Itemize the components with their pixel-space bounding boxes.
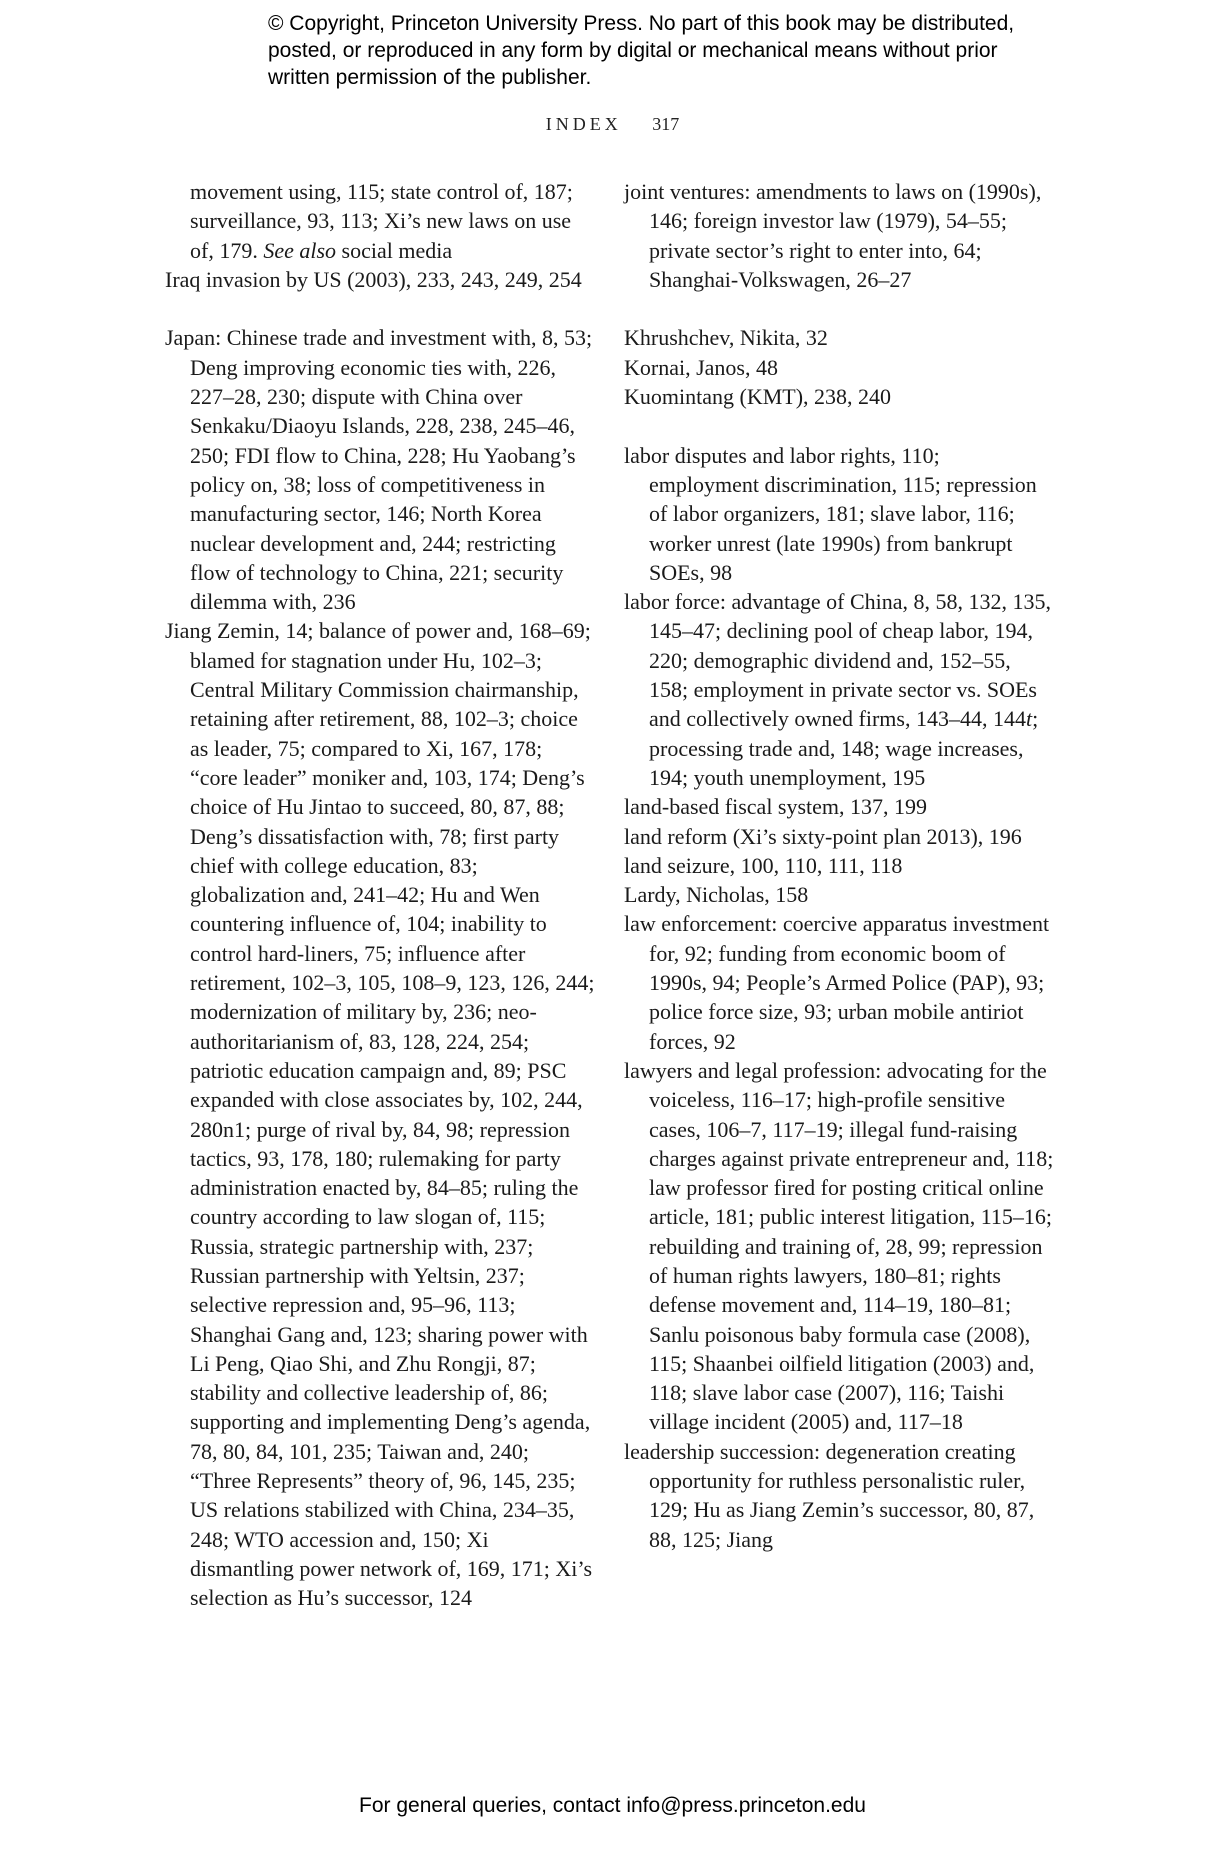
index-entry-land-reform: land reform (Xi’s sixty-point plan 2013), 196 [624,823,1022,849]
index-entry-joint-ventures: joint ventures: amendments to laws on (1990s), 146; foreign investor law (1979), 54–55; private sector’s right to enter into, 64; Shanghai-Volkswagen, 26–27 [624,179,1042,292]
letter-gap [624,411,1054,440]
index-entry-lardy: Lardy, Nicholas, 158 [624,882,809,908]
index-entry-internet-continued: movement using, 115; state control of, 187; surveillance, 93, 113; Xi’s new laws on use of, 179. See also social media [190,179,573,263]
index-entry-khrushchev: Khrushchev, Nikita, 32 [624,325,828,351]
footer-contact: For general queries, contact info@press.princeton.edu [359,1794,866,1817]
running-head [0,114,1225,135]
index-entry-labor-force: labor force: advantage of China, 8, 58, 132, 135, 145–47; declining pool of cheap labor, 194, 220; demographic dividend and, 152–55, 158; employment in private sector vs. SOEs and collectively owned firms, 143–44, 144t; processing trade and, 148; wage increases, 194; youth unemployment, 195 [624,589,1052,790]
page-number: 317 [652,114,680,134]
index-entry-law-enforcement: law enforcement: coercive apparatus investment for, 92; funding from economic boom of 1990s, 94; People’s Armed Police (PAP), 93; police force size, 93; urban mobile antiriot forces, 92 [624,911,1050,1054]
index-entry-kuomintang: Kuomintang (KMT), 238, 240 [624,384,892,410]
index-entry-jiang-zemin: Jiang Zemin, 14; balance of power and, 168–69; blamed for stagnation under Hu, 102–3; Central Military Commission chairmanship, retaining after retirement, 88, 102–3; choice as leader, 75; compared to Xi, 167, 178; “core leader” moniker and, 103, 174; Deng’s choice of Hu Jintao to succeed, 80, 87, 88; Deng’s dissatisfaction with, 78; first party chief with college education, 83; globalization and, 241–42; Hu and Wen countering influence of, 104; inability to control hard-liners, 75; influence after retirement, 102–3, 105, 108–9, 123, 126, 244; modernization of military by, 236; neo-authoritarianism of, 83, 128, 224, 254; patriotic education campaign and, 89; PSC expanded with close associates by, 102, 244, 280n1; purge of rival by, 84, 98; repression tactics, 93, 178, 180; rulemaking for party administration enacted by, 84–85; ruling the country according to law slogan of, 115; Russia, strategic partnership with, 237; Russian partnership with Yeltsin, 237; selective repression and, 95–96, 113; Shanghai Gang and, 123; sharing power with Li Peng, Qiao Shi, and Zhu Rongji, 87; stability and collective leadership of, 86; supporting and implementing Deng’s agenda, 78, 80, 84, 101, 235; Taiwan and, 240; “Three Represents” theory of, 96, 145, 235; US relations stabilized with China, 234–35, 248; WTO accession and, 150; Xi dismantling power network of, 169, 171; Xi’s selection as Hu’s successor, 124 [165,618,595,1611]
index-column-right [624,177,1054,1554]
index-entry-land-fiscal: land-based fiscal system, 137, 199 [624,794,928,820]
index-entry-land-seizure: land seizure, 100, 110, 111, 118 [624,852,903,878]
index-entry-iraq: Iraq invasion by US (2003), 233, 243, 249, 254 [165,266,582,292]
index-entry-labor-disputes: labor disputes and labor rights, 110; employment discrimination, 115; repression of labor organizers, 181; slave labor, 116; worker unrest (late 1990s) from bankrupt SOEs, 98 [624,442,1037,585]
letter-gap [165,294,595,323]
copyright-notice: © Copyright, Princeton University Press. No part of this book may be distributed, posted, or reproduced in any form by digital or mechanical means without prior written permission of the publisher. [268,12,1015,89]
index-entry-leadership-succession: leadership succession: degeneration creating opportunity for ruthless personalistic ruler, 129; Hu as Jiang Zemin’s successor, 80, 87, 88, 125; Jiang [624,1438,1035,1552]
index-entry-lawyers: lawyers and legal profession: advocating for the voiceless, 116–17; high-profile sensitive cases, 106–7, 117–19; illegal fund-raising charges against private entrepreneur and, 118; law professor fired for posting critical online article, 181; public interest litigation, 115–16; rebuilding and training of, 28, 99; repression of human rights lawyers, 180–81; rights defense movement and, 114–19, 180–81; Sanlu poisonous baby formula case (2008), 115; Shaanbei oilfield litigation (2003) and, 118; slave labor case (2007), 116; Taishi village incident (2005) and, 117–18 [624,1057,1054,1435]
running-head-section: INDEX [545,114,622,134]
index-column-left [165,177,595,1613]
index-entry-kornai: Kornai, Janos, 48 [624,354,778,380]
index-entry-japan: Japan: Chinese trade and investment with, 8, 53; Deng improving economic ties with, 226, 227–28, 230; dispute with China over Senkaku/Diaoyu Islands, 228, 238, 245–46, 250; FDI flow to China, 228; Hu Yaobang’s policy on, 38; loss of competitiveness in manufacturing sector, 146; North Korea nuclear development and, 244; restricting flow of technology to China, 221; security dilemma with, 236 [165,325,593,615]
letter-gap [624,294,1054,323]
